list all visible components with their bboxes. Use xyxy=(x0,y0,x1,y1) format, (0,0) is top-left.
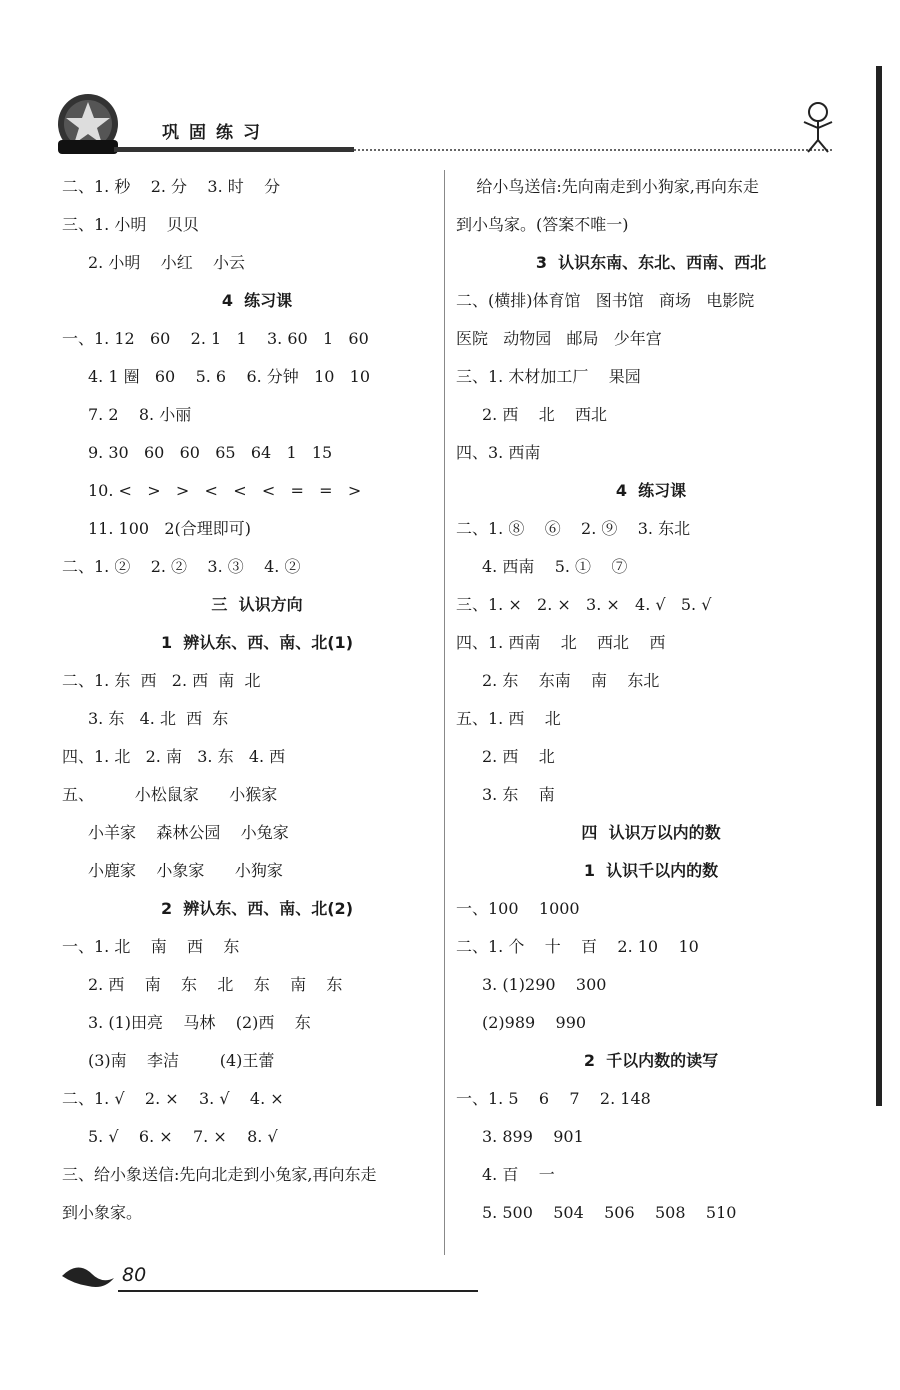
bird-icon xyxy=(58,1256,118,1296)
answer-line: 5. 500 504 506 508 510 xyxy=(482,1203,737,1222)
answer-line: 2. 东 东南 南 东北 xyxy=(482,671,660,690)
right-column xyxy=(456,168,846,1232)
section-heading: 三 认识方向 xyxy=(211,595,303,614)
answer-line: 4. 西南 5. ① ⑦ xyxy=(482,557,628,576)
answer-line: 二、(横排)体育馆 图书馆 商场 电影院 xyxy=(456,291,755,310)
section-heading: 4 练习课 xyxy=(615,481,687,500)
answer-line: 小羊家 森林公园 小兔家 xyxy=(88,823,289,842)
answer-line: 9. 30 60 60 65 64 1 15 xyxy=(88,443,333,462)
answer-line: 给小鸟送信:先向南走到小狗家,再向东走 xyxy=(456,177,759,196)
answer-line: 3. 东 4. 北 西 东 xyxy=(88,709,229,728)
answer-line: 二、1. 东 西 2. 西 南 北 xyxy=(62,671,261,690)
answer-line: 4. 1 圈 60 5. 6 6. 分钟 10 10 xyxy=(88,367,371,386)
answer-line: 11. 100 2(合理即可) xyxy=(88,519,251,538)
section-heading: 2 千以内数的读写 xyxy=(583,1051,719,1070)
page-number: 80 xyxy=(122,1264,147,1286)
answer-line: 三、1. × 2. × 3. × 4. √ 5. √ xyxy=(456,595,712,614)
section-heading: 4 练习课 xyxy=(221,291,293,310)
answer-line: 二、1. ② 2. ② 3. ③ 4. ② xyxy=(62,557,301,576)
answer-line: 四、3. 西南 xyxy=(456,443,541,462)
footer-divider xyxy=(118,1290,478,1292)
answer-line: 四、1. 西南 北 西北 西 xyxy=(456,633,666,652)
answer-line: 医院 动物园 邮局 少年宫 xyxy=(456,329,662,348)
section-heading: 1 辨认东、西、南、北(1) xyxy=(160,633,354,652)
answer-line: 2. 西 北 xyxy=(482,747,555,766)
answer-line: 一、1. 北 南 西 东 xyxy=(62,937,240,956)
answer-line: 一、1. 12 60 2. 1 1 3. 60 1 60 xyxy=(62,329,369,348)
answer-line: 四、1. 北 2. 南 3. 东 4. 西 xyxy=(62,747,286,766)
page-footer xyxy=(58,1256,458,1316)
answer-line: (2)989 990 xyxy=(482,1013,587,1032)
answer-line: 3. 东 南 xyxy=(482,785,555,804)
answer-line: 4. 百 一 xyxy=(482,1165,555,1184)
answer-line: 2. 小明 小红 小云 xyxy=(88,253,246,272)
answer-line: 二、1. 个 十 百 2. 10 10 xyxy=(456,937,699,956)
page-title: 巩固练习 xyxy=(162,123,270,143)
answer-line: 到小鸟家。(答案不唯一) xyxy=(456,215,629,234)
answer-line: 2. 西 北 西北 xyxy=(482,405,608,424)
answer-line: 3. (1)290 300 xyxy=(482,975,607,994)
answer-line: 5. √ 6. × 7. × 8. √ xyxy=(88,1127,278,1146)
answer-line: 3. (1)田亮 马林 (2)西 东 xyxy=(88,1013,311,1032)
page-edge-bar xyxy=(876,66,882,1106)
answer-line: 2. 西 南 东 北 东 南 东 xyxy=(88,975,343,994)
answer-line: 三、给小象送信:先向北走到小兔家,再向东走 xyxy=(62,1165,377,1184)
section-heading: 3 认识东南、东北、西南、西北 xyxy=(535,253,767,272)
section-heading: 2 辨认东、西、南、北(2) xyxy=(160,899,354,918)
answer-line: 五、1. 西 北 xyxy=(456,709,561,728)
answer-line: 二、1. 秒 2. 分 3. 时 分 xyxy=(62,177,281,196)
answer-line: 一、1. 5 6 7 2. 148 xyxy=(456,1089,651,1108)
answer-line: 二、1. √ 2. × 3. √ 4. × xyxy=(62,1089,284,1108)
mascot-icon xyxy=(794,98,842,154)
answer-line: 五、 小松鼠家 小猴家 xyxy=(62,785,278,804)
section-heading: 四 认识万以内的数 xyxy=(581,823,721,842)
answer-line: 7. 2 8. 小丽 xyxy=(88,405,192,424)
header-divider xyxy=(114,144,834,154)
answer-line: 3. 899 901 xyxy=(482,1127,584,1146)
answer-line: 10. < > > < < < = = > xyxy=(88,481,362,500)
answer-line: 二、1. ⑧ ⑥ 2. ⑨ 3. 东北 xyxy=(456,519,691,538)
answer-line: 三、1. 木材加工厂 果园 xyxy=(456,367,641,386)
answer-line: 一、100 1000 xyxy=(456,899,580,918)
answer-line: 小鹿家 小象家 小狗家 xyxy=(88,861,283,880)
answer-line: 到小象家。 xyxy=(62,1203,143,1222)
left-column xyxy=(62,168,452,1232)
answer-line: (3)南 李洁 (4)王蕾 xyxy=(88,1051,275,1070)
section-heading: 1 认识千以内的数 xyxy=(583,861,719,880)
answer-line: 三、1. 小明 贝贝 xyxy=(62,215,199,234)
page-header xyxy=(52,92,842,172)
